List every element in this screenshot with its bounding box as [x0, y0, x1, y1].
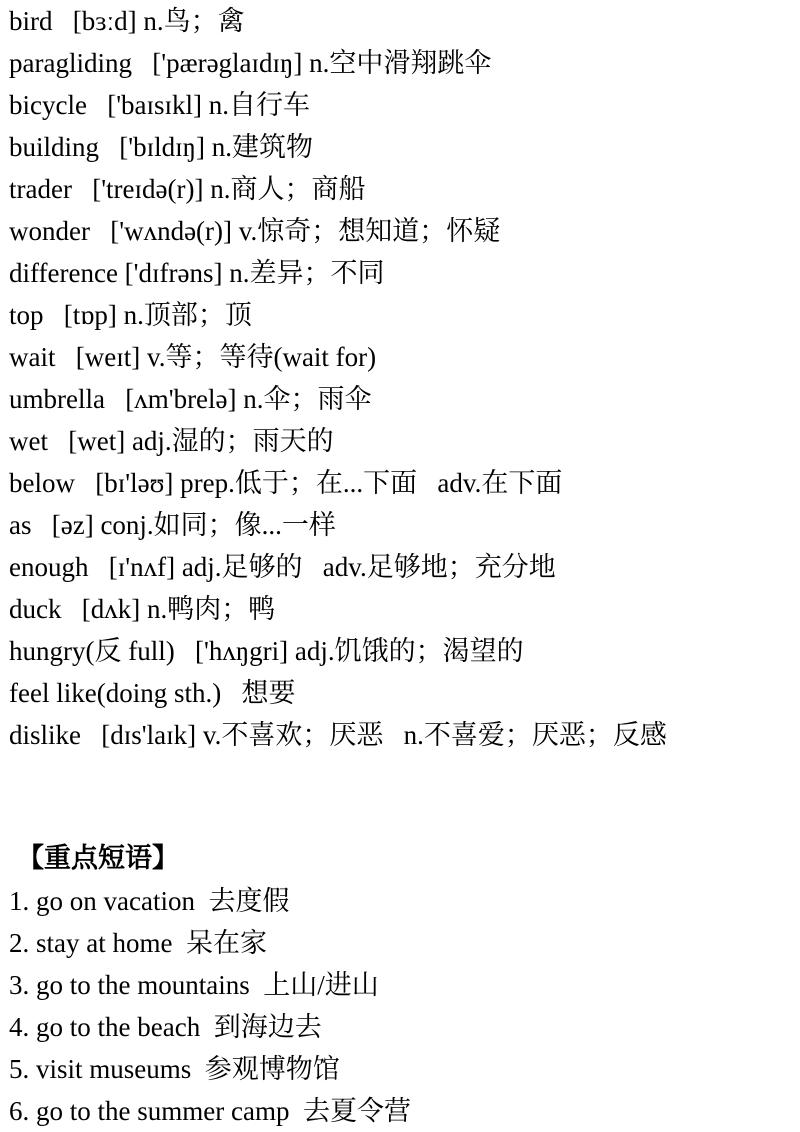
vocab-entry-building: building ['bɪldɪŋ] n.建筑物 — [9, 132, 313, 162]
vocab-entry-wonder: wonder ['wʌndə(r)] v.惊奇；想知道；怀疑 — [9, 216, 501, 246]
vocab-entry-wait: wait [weɪt] v.等；等待(wait for) — [9, 342, 377, 372]
vocab-entry-top: top [tɒp] n.顶部；顶 — [9, 300, 252, 330]
vocab-entry-feel-like: feel like(doing sth.) 想要 — [9, 678, 296, 708]
vocabulary-list — [9, 0, 789, 756]
vocab-entry-dislike: dislike [dɪs'laɪk] v.不喜欢；厌恶 n.不喜爱；厌恶；反感 — [9, 720, 667, 750]
phrase-item-2: 2. stay at home 呆在家 — [9, 928, 267, 958]
vocab-entry-hungry: hungry(反 full) ['hʌŋgri] adj.饥饿的；渴望的 — [9, 636, 524, 666]
vocab-entry-wet: wet [wet] adj.湿的；雨天的 — [9, 426, 334, 456]
vocab-entry-trader: trader ['treɪdə(r)] n.商人；商船 — [9, 174, 366, 204]
phrase-item-1: 1. go on vacation 去度假 — [9, 886, 290, 916]
vocab-entry-bicycle: bicycle ['baɪsɪkl] n.自行车 — [9, 90, 311, 120]
phrase-item-4: 4. go to the beach 到海边去 — [9, 1012, 322, 1042]
vocab-entry-as: as [əz] conj.如同；像...一样 — [9, 510, 336, 540]
phrase-item-3: 3. go to the mountains 上山/进山 — [9, 970, 379, 1000]
section-title-key-phrases: 【重点短语】 — [17, 843, 179, 874]
vocab-entry-paragliding: paragliding ['pærəglaɪdɪŋ] n.空中滑翔跳伞 — [9, 48, 492, 78]
vocab-entry-enough: enough [ɪ'nʌf] adj.足够的 adv.足够地；充分地 — [9, 552, 556, 582]
vocab-entry-bird: bird [bɜːd] n.鸟；禽 — [9, 6, 245, 36]
vocab-entry-umbrella: umbrella [ʌm'brelə] n.伞；雨伞 — [9, 384, 372, 414]
phrase-item-6: 6. go to the summer camp 去夏令营 — [9, 1096, 411, 1126]
key-phrases-list — [9, 880, 789, 1132]
vocab-entry-difference: difference ['dɪfrəns] n.差异；不同 — [9, 258, 385, 288]
vocab-entry-duck: duck [dʌk] n.鸭肉；鸭 — [9, 594, 276, 624]
vocab-entry-below: below [bɪ'ləʊ] prep.低于；在...下面 adv.在下面 — [9, 468, 563, 498]
phrase-item-5: 5. visit museums 参观博物馆 — [9, 1054, 340, 1084]
